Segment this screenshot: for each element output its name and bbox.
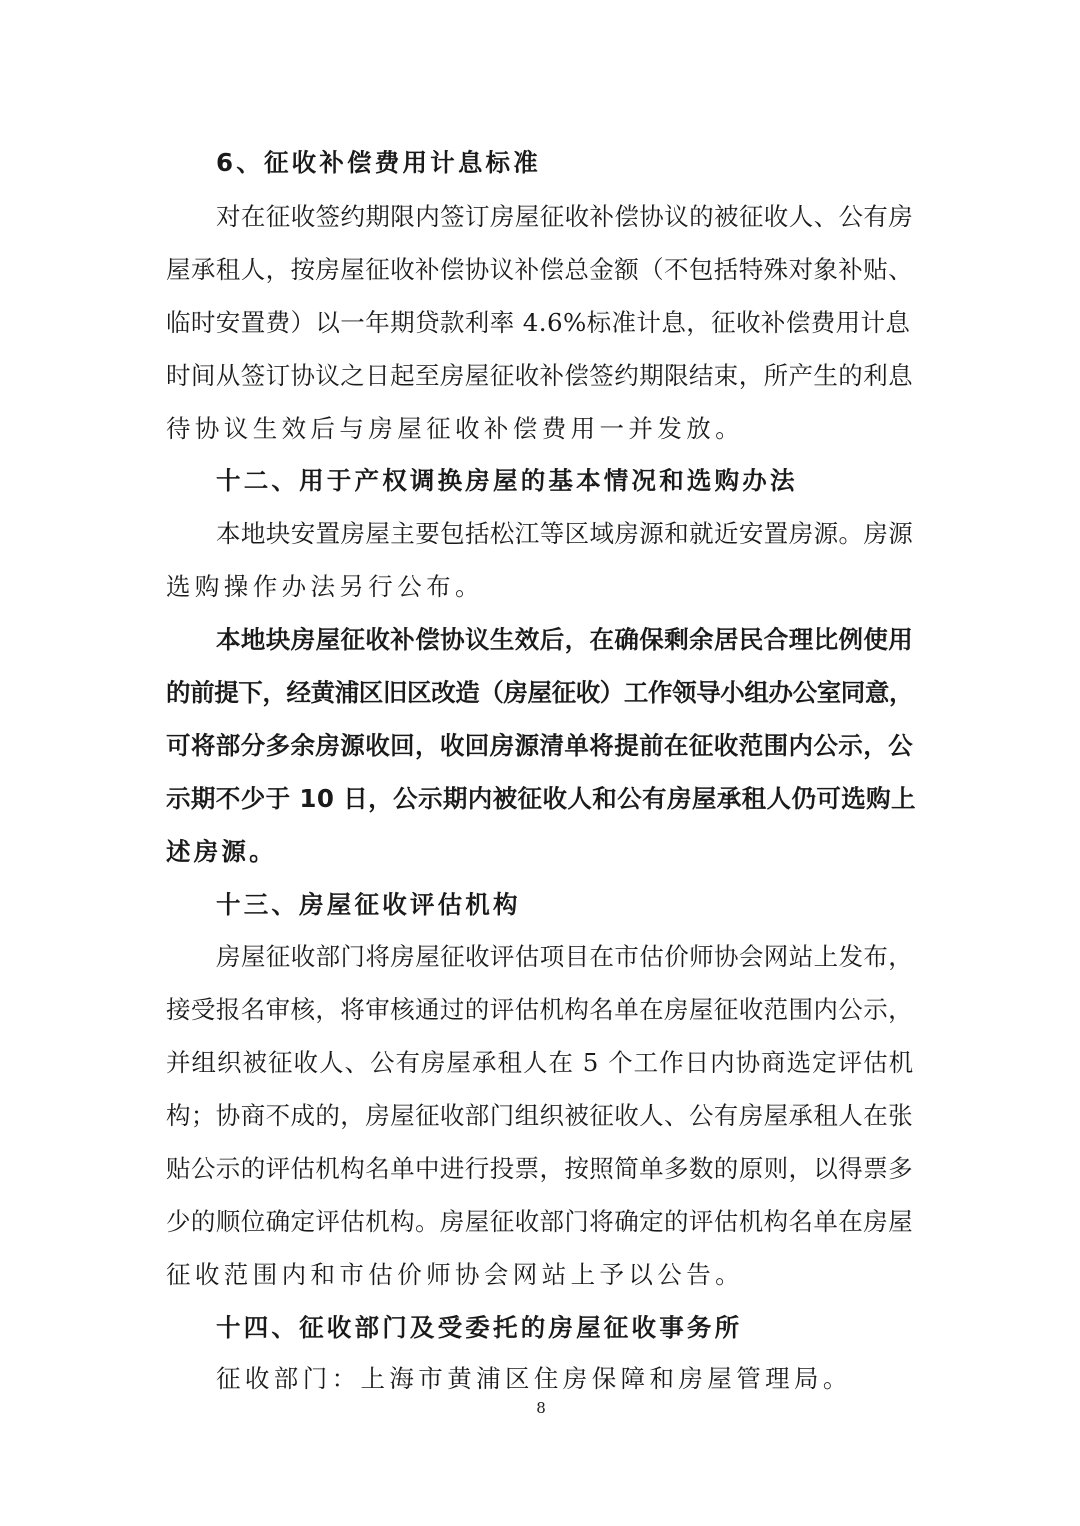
section-13-line: 少的顺位确定评估机构。房屋征收部门将确定的评估机构名单在房屋 [166, 1207, 913, 1236]
section-13-line: 征收范围内和市估价师协会网站上予以公告。 [166, 1260, 744, 1289]
section-12-line: 本地块安置房屋主要包括松江等区域房源和就近安置房源。房源 [216, 519, 914, 548]
section-12-bold-line: 示期不少于 10 日，公示期内被征收人和公有房屋承租人仍可选购上 [166, 784, 916, 813]
section-12-heading: 十二、用于产权调换房屋的基本情况和选购办法 [216, 466, 798, 495]
section-13-line: 接受报名审核，将审核通过的评估机构名单在房屋征收范围内公示， [166, 995, 913, 1024]
section-14-line: 征收部门：上海市黄浦区住房保障和房屋管理局。 [216, 1364, 852, 1393]
section-12-bold-line: 的前提下，经黄浦区旧区改造（房屋征收）工作领导小组办公室同意， [166, 678, 914, 707]
section-12-bold-line: 本地块房屋征收补偿协议生效后，在确保剩余居民合理比例使用 [216, 625, 914, 654]
section-13-heading: 十三、房屋征收评估机构 [216, 890, 521, 919]
document-page [166, 0, 916, 1526]
page-number: 8 [536, 1399, 546, 1417]
section-6-heading: 6、征收补偿费用计息标准 [216, 148, 541, 177]
section-14-heading: 十四、征收部门及受委托的房屋征收事务所 [216, 1313, 743, 1342]
section-6-line: 临时安置费）以一年期贷款利率 4.6%标准计息，征收补偿费用计息 [166, 308, 911, 337]
section-6-line: 屋承租人，按房屋征收补偿协议补偿总金额（不包括特殊对象补贴、 [166, 255, 913, 284]
section-13-line: 房屋征收部门将房屋征收评估项目在市估价师协会网站上发布， [216, 942, 914, 971]
section-6-line: 时间从签订协议之日起至房屋征收补偿签约期限结束，所产生的利息 [166, 361, 913, 390]
section-13-line: 并组织被征收人、公有房屋承租人在 5 个工作日内协商选定评估机 [166, 1048, 915, 1077]
section-12-bold-line: 述房源。 [166, 837, 277, 866]
section-13-line: 构；协商不成的，房屋征收部门组织被征收人、公有房屋承租人在张 [166, 1101, 913, 1130]
section-6-line: 对在征收签约期限内签订房屋征收补偿协议的被征收人、公有房 [216, 202, 914, 231]
section-6-line: 待协议生效后与房屋征收补偿费用一并发放。 [166, 414, 744, 443]
section-12-bold-line: 可将部分多余房源收回，收回房源清单将提前在征收范围内公示，公 [166, 731, 913, 760]
section-13-line: 贴公示的评估机构名单中进行投票，按照简单多数的原则，以得票多 [166, 1154, 913, 1183]
section-12-line: 选购操作办法另行公布。 [166, 572, 484, 601]
